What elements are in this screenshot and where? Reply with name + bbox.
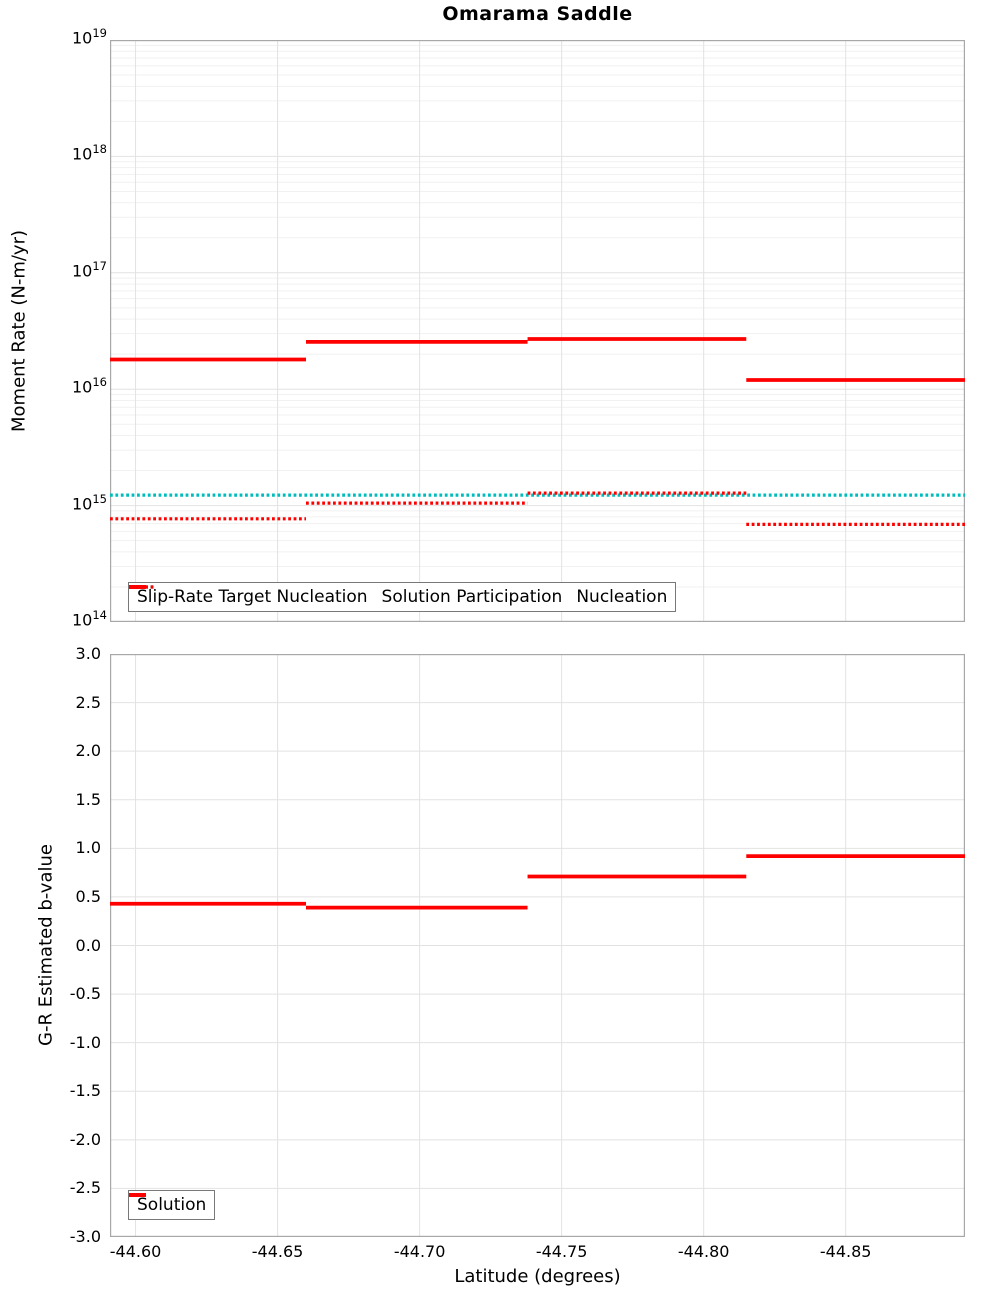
- x-axis-label: Latitude (degrees): [454, 1266, 621, 1287]
- b-value-axis-label: G-R Estimated b-value: [35, 844, 57, 1046]
- y-tick-label: $10^{18}$: [72, 142, 107, 164]
- chart-title: Omarama Saddle: [442, 3, 633, 25]
- moment-rate-axis-label: Moment Rate (N-m/yr): [8, 230, 30, 432]
- legend-label: Nucleation: [576, 587, 668, 607]
- b-value-plot: [110, 654, 965, 1237]
- y-tick-label: 0.0: [75, 935, 101, 955]
- legend-item-slip-rate-target-nucleation: [137, 587, 368, 607]
- legend: [128, 582, 676, 612]
- legend-label: Solution Participation: [381, 587, 563, 607]
- y-tick-label: 2.0: [75, 741, 101, 761]
- x-tick-label: -44.80: [677, 1242, 730, 1261]
- y-tick-label: 1.5: [75, 789, 101, 809]
- y-tick-label: 2.5: [75, 692, 101, 712]
- y-tick-label: -3.0: [69, 1227, 101, 1246]
- x-tick-label: -44.75: [535, 1242, 588, 1261]
- moment-rate-plot-svg: [110, 40, 965, 622]
- y-tick-label: $10^{16}$: [72, 375, 107, 397]
- y-tick-label: 1.0: [75, 838, 101, 858]
- axes-frame: [111, 41, 965, 622]
- y-tick-label: -2.5: [69, 1178, 101, 1198]
- x-tick-label: -44.65: [251, 1242, 304, 1261]
- dotted-line-swatch-icon: [129, 583, 156, 591]
- y-tick-label: -1.0: [69, 1032, 101, 1052]
- y-tick-label: 0.5: [75, 886, 101, 906]
- y-tick-label: $10^{15}$: [72, 491, 107, 513]
- legend-item-nucleation: [576, 587, 667, 607]
- b-value-plot-svg: [110, 654, 965, 1237]
- x-tick-label: -44.60: [109, 1242, 162, 1261]
- y-tick-label: $10^{14}$: [72, 608, 107, 630]
- legend: [128, 1190, 215, 1220]
- y-tick-label: -1.5: [69, 1081, 101, 1101]
- legend-item-solution-participation: [382, 587, 563, 607]
- x-tick-label: -44.70: [393, 1242, 446, 1261]
- moment-rate-plot: [110, 40, 965, 622]
- legend-label: Slip-Rate Target Nucleation: [137, 587, 368, 607]
- y-tick-label: 3.0: [75, 644, 101, 663]
- legend-label: Solution: [137, 1195, 207, 1215]
- solid-line-swatch-icon: [129, 1191, 146, 1199]
- y-tick-label: -0.5: [69, 984, 101, 1004]
- x-tick-label: -44.85: [819, 1242, 872, 1261]
- y-tick-label: $10^{19}$: [72, 26, 107, 48]
- y-tick-label: -2.0: [69, 1129, 101, 1149]
- y-tick-label: $10^{17}$: [72, 258, 107, 281]
- legend-item-solution: [137, 1195, 206, 1215]
